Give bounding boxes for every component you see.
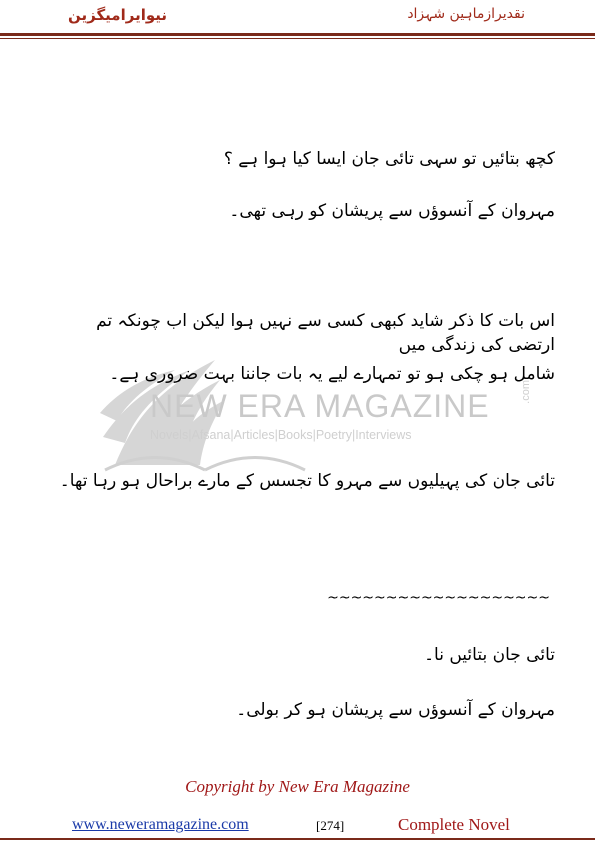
footer-label: Complete Novel	[398, 815, 510, 834]
paragraph-1: کچھ بتائیں تو سہی تائی جان ایسا کیا ہوا ہے ؟	[223, 149, 555, 169]
watermark-subtitle: Novels|Afsana|Articles|Books|Poetry|Interviews	[150, 428, 412, 442]
paragraph-3-line-1: اس بات کا ذکر شاید کبھی کسی سے نہیں ہوا لیکن اب چونکہ تم ارتضی کی زندگی میں	[96, 311, 555, 355]
paragraph-4: تائی جان کی پہیلیوں سے مہرو کا تجسس کے مارے براحال ہو رہا تھا۔	[59, 471, 555, 491]
page-number: [274]	[316, 818, 345, 833]
copyright-notice: Copyright by New Era Magazine	[185, 777, 410, 796]
paragraph-2: مہروان کے آنسوؤں سے پریشان کو رہی تھی۔	[229, 201, 555, 221]
footer-rule	[0, 838, 595, 840]
watermark-com: .com	[520, 380, 532, 404]
section-divider: ~~~~~~~~~~~~~~~~~~~	[327, 590, 550, 606]
header-rule	[0, 33, 595, 36]
watermark-title: NEW ERA MAGAZINE	[150, 388, 490, 424]
footer-website-link[interactable]: www.neweramagazine.com	[72, 816, 249, 833]
header-rule-thin	[0, 38, 595, 39]
header-brand: نیوایرامیگزین	[68, 6, 168, 24]
paragraph-3-line-2: شامل ہو چکی ہو تو تمہارے لیے یہ بات جاننا بہت ضروری ہے۔	[109, 364, 555, 384]
paragraph-6: مہروان کے آنسوؤں سے پریشان ہو کر بولی۔	[236, 700, 555, 720]
header-author: نقدیرازماہین شہزاد	[407, 6, 525, 22]
paragraph-5: تائی جان بتائیں نا۔	[424, 645, 555, 665]
